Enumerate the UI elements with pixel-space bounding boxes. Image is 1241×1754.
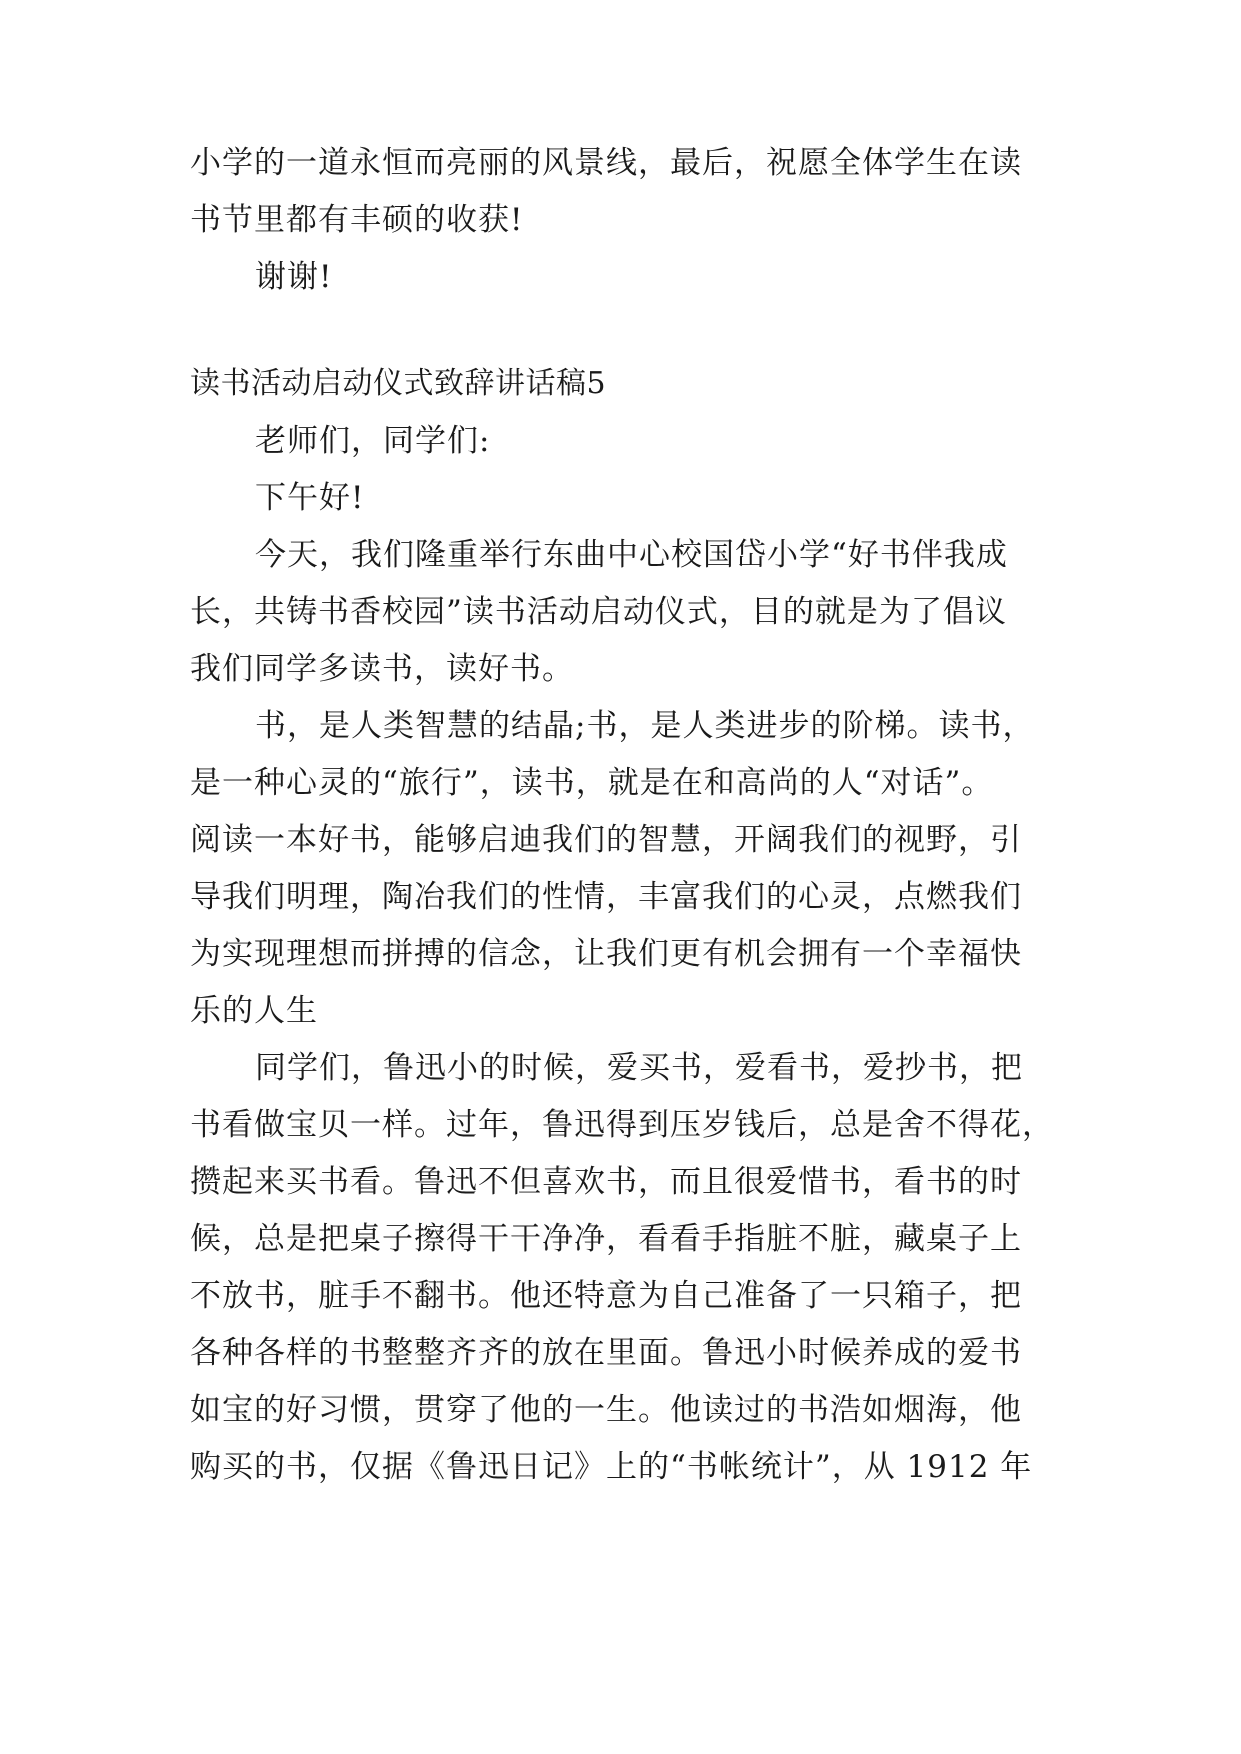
text-line: 长，共铸书香校园”读书活动启动仪式，目的就是为了倡议	[190, 594, 1007, 630]
text-line: 老师们，同学们:	[255, 423, 491, 459]
text-line: 各种各样的书整整齐齐的放在里面。鲁迅小时候养成的爱书	[190, 1335, 1022, 1371]
text-line: 是一种心灵的“旅行”，读书，就是在和高尚的人“对话”。	[190, 765, 994, 801]
text-line: 书看做宝贝一样。过年，鲁迅得到压岁钱后，总是舍不得花，	[190, 1107, 1054, 1143]
text-line: 下午好!	[255, 480, 365, 516]
text-line: 如宝的好习惯，贯穿了他的一生。他读过的书浩如烟海，他	[190, 1392, 1022, 1428]
text-line: 同学们，鲁迅小的时候，爱买书，爱看书，爱抄书，把	[255, 1050, 1023, 1086]
text-line: 购买的书，仅据《鲁迅日记》上的“书帐统计”，从 1912 年	[190, 1449, 1033, 1485]
text-line: 今天，我们隆重举行东曲中心校国岱小学“好书伴我成	[255, 537, 1008, 573]
text-line: 候，总是把桌子擦得干干净净，看看手指脏不脏，藏桌子上	[190, 1221, 1022, 1257]
text-line: 为实现理想而拼搏的信念，让我们更有机会拥有一个幸福快	[190, 936, 1022, 972]
text-line: 小学的一道永恒而亮丽的风景线，最后，祝愿全体学生在读	[190, 145, 1022, 181]
text-line: 乐的人生	[190, 993, 318, 1029]
text-line: 阅读一本好书，能够启迪我们的智慧，开阔我们的视野，引	[190, 822, 1022, 858]
text-line: 不放书，脏手不翻书。他还特意为自己准备了一只箱子，把	[190, 1278, 1022, 1314]
text-line: 攒起来买书看。鲁迅不但喜欢书，而且很爱惜书，看书的时	[190, 1164, 1022, 1200]
text-line: 导我们明理，陶冶我们的性情，丰富我们的心灵，点燃我们	[190, 879, 1022, 915]
text-line: 书，是人类智慧的结晶;书，是人类进步的阶梯。读书，	[255, 708, 1035, 744]
text-line: 谢谢!	[255, 259, 333, 295]
text-line: 书节里都有丰硕的收获!	[190, 202, 524, 238]
section-title: 读书活动启动仪式致辞讲话稿5	[190, 366, 607, 401]
text-line: 我们同学多读书，读好书。	[190, 651, 574, 687]
